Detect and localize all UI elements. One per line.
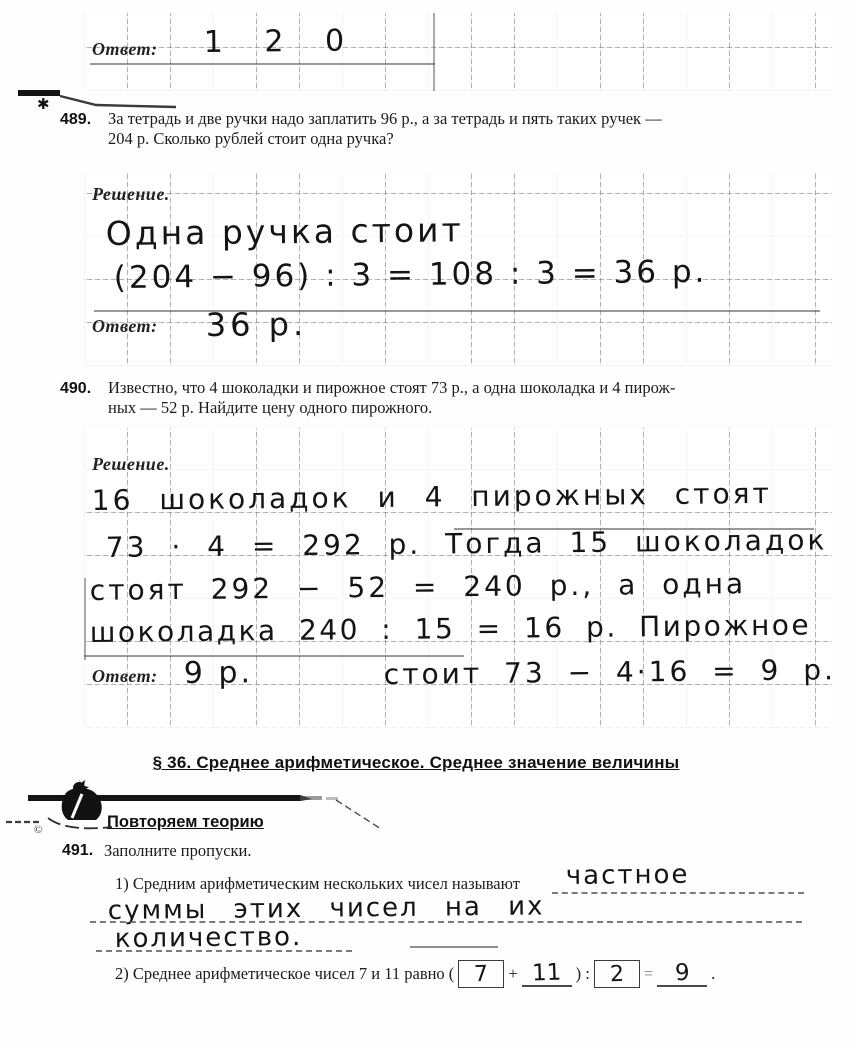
solution-490-hw-line3: стоят 292 − 52 = 240 р., а одна xyxy=(89,567,747,607)
grid-dark-vline xyxy=(433,13,435,91)
solution-490-hw-line5: стоит 73 − 4·16 = 9 р. xyxy=(383,653,837,691)
copyright-mark: © xyxy=(34,824,43,836)
fill2-box-divisor xyxy=(594,960,640,988)
solution-490-hw-line4: шоколадка 240 : 15 = 16 р. Пирожное xyxy=(89,608,812,649)
fill2-box2-value: 2 xyxy=(609,961,625,987)
problem-489-text-line1: За тетрадь и две ручки надо заплатить 96 р., а за тетрадь и пять таких ручек — xyxy=(108,109,662,128)
answer-label-490: Ответ: xyxy=(92,666,158,686)
problem-491-number: 491. xyxy=(62,842,94,859)
problem-491-instruction: Заполните пропуски. xyxy=(104,841,252,860)
fill1-underline1 xyxy=(552,892,804,894)
solution-490-hw-line2: 73 · 4 = 292 р. Тогда 15 шоколадок xyxy=(105,523,828,564)
fill2-blank2-value: 9 xyxy=(674,959,690,987)
answer-grid-top xyxy=(84,13,832,91)
star-icon: ✱ xyxy=(37,97,50,113)
fill1-hw-line2: суммы этих чисел на их xyxy=(107,891,545,926)
fill1-prefix: 1) Средним арифметическим нескольких чисел называют xyxy=(115,874,520,893)
fill2-equals-sign: = xyxy=(643,964,654,984)
answer-underline xyxy=(90,63,435,65)
fill2-prefix: 2) Среднее арифметическое чисел 7 и 11 равно ( xyxy=(115,964,455,984)
solution-grid-490 xyxy=(84,428,837,728)
solution-label-489: Решение. xyxy=(92,184,170,204)
fill1-hw-line3: количество. xyxy=(114,922,303,954)
fill1-underline4 xyxy=(410,946,498,948)
margin-diagonal-line xyxy=(60,96,176,107)
problem-490-text-line2: ных — 52 р. Найдите цену одного пирожного. xyxy=(108,397,433,417)
banner-diagonal-line xyxy=(336,800,381,829)
fill2-row xyxy=(115,960,715,988)
fill2-box1-value: 7 xyxy=(473,961,489,987)
solution-grid-489 xyxy=(84,172,832,366)
fill2-close-paren-divide: ) : xyxy=(575,964,590,984)
grid-dark-hline xyxy=(454,528,814,530)
fill1-underline3 xyxy=(96,950,352,952)
problem-490-text-line1: Известно, что 4 шоколадки и пирожное стоят 73 р., а одна шоколадка и 4 пирож- xyxy=(108,378,676,397)
owl-icon xyxy=(62,778,102,820)
theory-banner-label: Повторяем теорию xyxy=(107,813,264,831)
fill2-box-addend1 xyxy=(458,960,504,988)
section-header: § 36. Среднее арифметическое. Среднее значение величины xyxy=(152,753,680,772)
fill2-period: . xyxy=(711,964,716,984)
fill1-hw-word1: частное xyxy=(565,859,690,891)
answer-label-489: Ответ: xyxy=(92,316,158,336)
solution-489-hw-line1: Одна ручка стоит xyxy=(105,210,464,253)
grid-dark-vline xyxy=(84,578,86,660)
fill2-blank-addend2 xyxy=(522,961,572,987)
fill2-plus-sign: + xyxy=(508,964,518,984)
answer-value-handwritten: 1 2 0 xyxy=(203,23,361,60)
grid-dark-hline xyxy=(84,655,464,657)
problem-489-text-line2: 204 р. Сколько рублей стоит одна ручка? xyxy=(108,128,394,148)
answer-label: Ответ: xyxy=(92,39,158,59)
solution-490-hw-line1: 16 шоколадок и 4 пирожных стоят xyxy=(91,476,772,517)
problem-490-number: 490. xyxy=(60,380,92,397)
solution-489-hw-line2: (204 − 96) : 3 = 108 : 3 = 36 р. xyxy=(113,253,708,296)
solution-label-490: Решение. xyxy=(92,454,170,474)
answer-value-490: 9 р. xyxy=(183,655,254,691)
grid-dark-hline xyxy=(94,310,820,312)
fill2-blank-result xyxy=(657,961,707,987)
fill2-blank1-value: 11 xyxy=(531,959,562,987)
answer-value-489: 36 р. xyxy=(205,304,308,344)
problem-489-number: 489. xyxy=(60,111,92,128)
